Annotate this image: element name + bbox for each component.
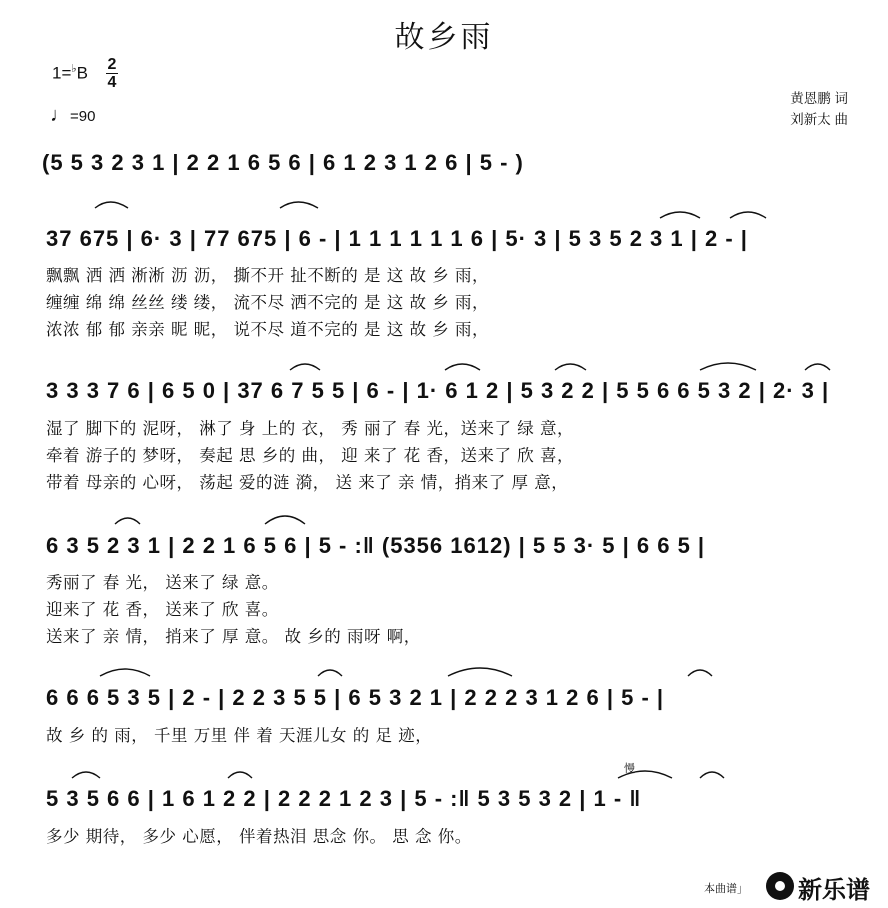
slur-mark [805, 364, 830, 370]
flat-sign: ♭ [71, 63, 77, 75]
key-note: B [76, 63, 88, 83]
slur-mark [265, 516, 305, 524]
lyric-line-2-verse-1: 飘飘 洒 洒 淅淅 沥 沥， 撕不开 扯不断的 是 这 故 乡 雨， [46, 266, 489, 285]
tempo-value: =90 [70, 108, 96, 125]
slur-mark [290, 364, 320, 370]
slur-mark [660, 212, 700, 218]
quarter-note-icon: ♩ [50, 104, 70, 126]
time-top: 2 [107, 56, 117, 73]
notation-line-3: 3 3 3 7 6 | 6 5 0 | 37 6 7 5 5 | 6 - | 1· 6 1 2 | 5 3 2 2 | 5 5 6 6 5 3 2 | 2· 3 | [46, 378, 830, 403]
lyric-line-4-verse-1: 秀丽了 春 光， 送来了 绿 意。 [46, 573, 279, 592]
time-bottom: 4 [107, 74, 117, 91]
slur-mark [730, 212, 766, 218]
tempo-slow-mark: 慢 [624, 762, 635, 775]
notation-line-6: 5 3 5 6 6 | 1 6 1 2 2 | 2 2 2 1 2 3 | 5 - :‖ 5 3 5 3 2 | 1 - ‖ [46, 786, 642, 811]
slur-mark [688, 670, 712, 676]
lyricist: 黄恩鹏 词 [790, 91, 848, 106]
lyric-line-2-verse-2: 缠缠 绵 绵 丝丝 缕 缕， 流不尽 洒不完的 是 这 故 乡 雨， [46, 293, 489, 312]
slur-mark [700, 363, 756, 370]
lyric-line-2-verse-3: 浓浓 郁 郁 亲亲 昵 昵， 说不尽 道不完的 是 这 故 乡 雨， [46, 320, 489, 339]
notation-line-1: (5 5 3 2 3 1 | 2 2 1 6 5 6 | 6 1 2 3 1 2 6 | 5 - ) [42, 150, 524, 175]
notation-line-2: 37 675 | 6· 3 | 77 675 | 6 - | 1 1 1 1 1 1 6 | 5· 3 | 5 3 5 2 3 1 | 2 - | [46, 226, 748, 251]
lyric-line-3-verse-1: 湿了 脚下的 泥呀， 淋了 身 上的 衣， 秀 丽了 春 光，送来了 绿 意， [46, 419, 574, 438]
slur-mark [318, 670, 342, 676]
slur-mark [555, 364, 586, 370]
lyric-line-3-verse-3: 带着 母亲的 心呀， 荡起 爱的涟 漪， 送 来了 亲 情，捎来了 厚 意， [46, 473, 569, 492]
footer-note: 本曲谱」 [704, 882, 748, 895]
slur-mark [115, 518, 140, 524]
notation-line-5: 6 6 6 5 3 5 | 2 - | 2 2 3 5 5 | 6 5 3 2 1 | 2 2 2 3 1 2 6 | 5 - | [46, 685, 665, 710]
lyric-line-5: 故 乡 的 雨， 千里 万里 伴 着 天涯儿女 的 足 迹， [46, 726, 433, 745]
lyric-line-3-verse-2: 牵着 游子的 梦呀， 奏起 思 乡的 曲， 迎 来了 花 香，送来了 欣 喜， [46, 446, 574, 465]
slur-mark [228, 772, 252, 778]
lyric-line-4-verse-3: 送来了 亲 情， 捎来了 厚 意。 故 乡的 雨呀 啊， [46, 627, 421, 646]
site-logo: 新乐谱 [798, 876, 870, 904]
notation-line-4: 6 3 5 2 3 1 | 2 2 1 6 5 6 | 5 - :‖ (5356 1612) | 5 5 3· 5 | 6 6 5 | [46, 533, 706, 558]
slur-mark [280, 202, 318, 208]
vinyl-record-icon [766, 872, 794, 900]
slur-mark [95, 202, 128, 208]
slur-mark [448, 668, 512, 676]
slur-mark [700, 772, 724, 778]
slur-mark [618, 771, 672, 778]
key-prefix: 1= [52, 63, 72, 83]
lyric-line-4-verse-2: 迎来了 花 香， 送来了 欣 喜。 [46, 600, 279, 619]
composer: 刘新太 曲 [790, 112, 848, 127]
slur-mark [445, 364, 480, 370]
page-title: 故乡雨 [394, 20, 494, 55]
slur-mark [100, 669, 150, 676]
lyric-line-6: 多少 期待， 多少 心愿， 伴着热泪 思念 你。 思 念 你。 [46, 827, 472, 846]
slur-mark [72, 772, 100, 778]
